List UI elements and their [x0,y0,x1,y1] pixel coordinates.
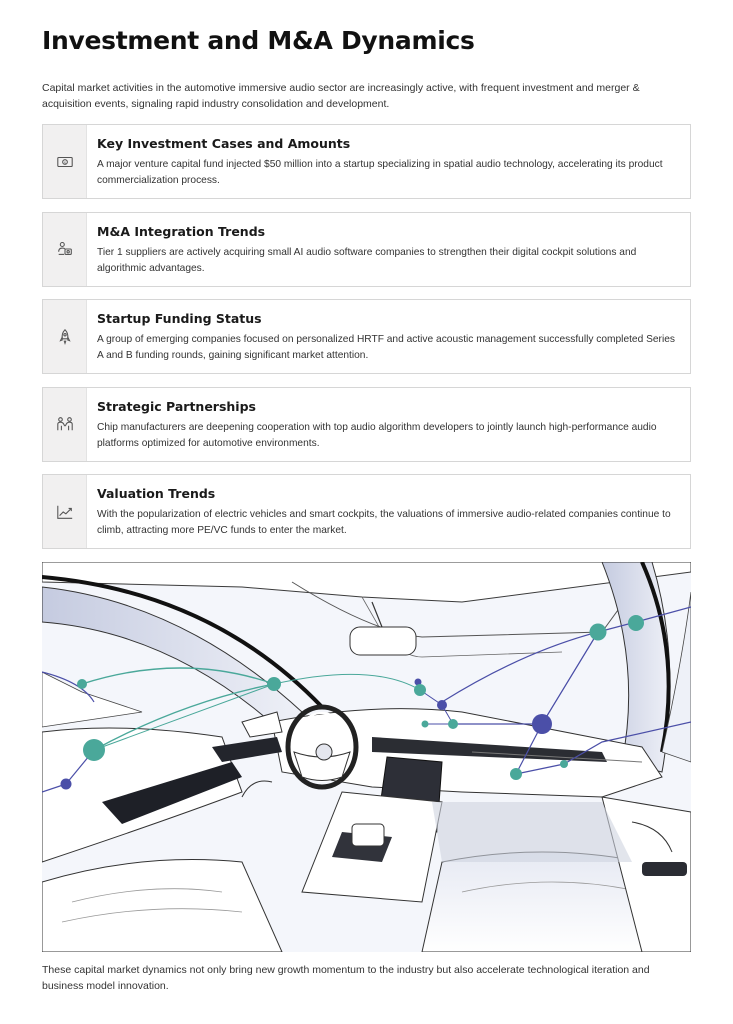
network-node [532,714,552,734]
card-valuation-trends [42,474,691,549]
card-ma-trends [42,212,691,287]
card-text: Tier 1 suppliers are actively acquiring small AI audio software companies to strengthen their digital cockpit solutions and algorithmic advantages. [97,246,637,274]
card-startup-funding [42,299,691,374]
card-text: With the popularization of electric vehicles and smart cockpits, the valuations of immersive audio-related companies continue to climb, attracting more PE/VC funds to enter the market. [97,509,671,536]
car-interior-illustration [42,562,691,952]
card-title: Strategic Partnerships [97,398,256,414]
footer-paragraph: These capital market dynamics not only bring new growth momentum to the industry but also accelerate technological iteration and business model innovation. [42,964,650,992]
network-node [590,624,607,641]
network-node [628,615,644,631]
network-node [83,739,105,761]
svg-text:$: $ [63,160,66,165]
card-text: Chip manufacturers are deepening cooperation with top audio algorithm developers to jointly launch high-performance audio platforms optimized for automotive environments. [97,421,657,449]
card-partnerships [42,387,691,462]
network-node [414,684,426,696]
partnership-icon [56,415,74,433]
network-node [448,719,458,729]
card-title: Valuation Trends [97,486,216,501]
page-title: Investment and M&A Dynamics [42,26,475,55]
card-list [42,124,691,562]
network-node [437,700,447,710]
card-title: M&A Integration Trends [97,223,266,239]
network-node [510,768,522,780]
rocket-icon [56,328,74,346]
card-title: Key Investment Cases and Amounts [97,136,351,151]
network-node [267,677,281,691]
network-node [77,679,87,689]
money-icon [56,153,74,171]
network-node [422,721,429,728]
card-text: A group of emerging companies focused on personalized HRTF and active acoustic management successfully completed Series A and B funding rounds, gaining significant market attention. [97,334,675,361]
merge-people-icon [56,240,74,258]
intro-paragraph: Capital market activities in the automotive immersive audio sector are increasingly active, with frequent investment and merger & acquisition events, signaling rapid industry consolidation and development. [42,82,640,110]
trend-chart-icon [56,503,74,521]
card-title: Startup Funding Status [97,311,262,326]
network-node [560,760,568,768]
network-node [61,779,72,790]
card-investment-cases [42,124,691,199]
card-text: A major venture capital fund injected $50 million into a startup specializing in spatial audio technology, accelerating its product commercialization process. [97,159,663,186]
